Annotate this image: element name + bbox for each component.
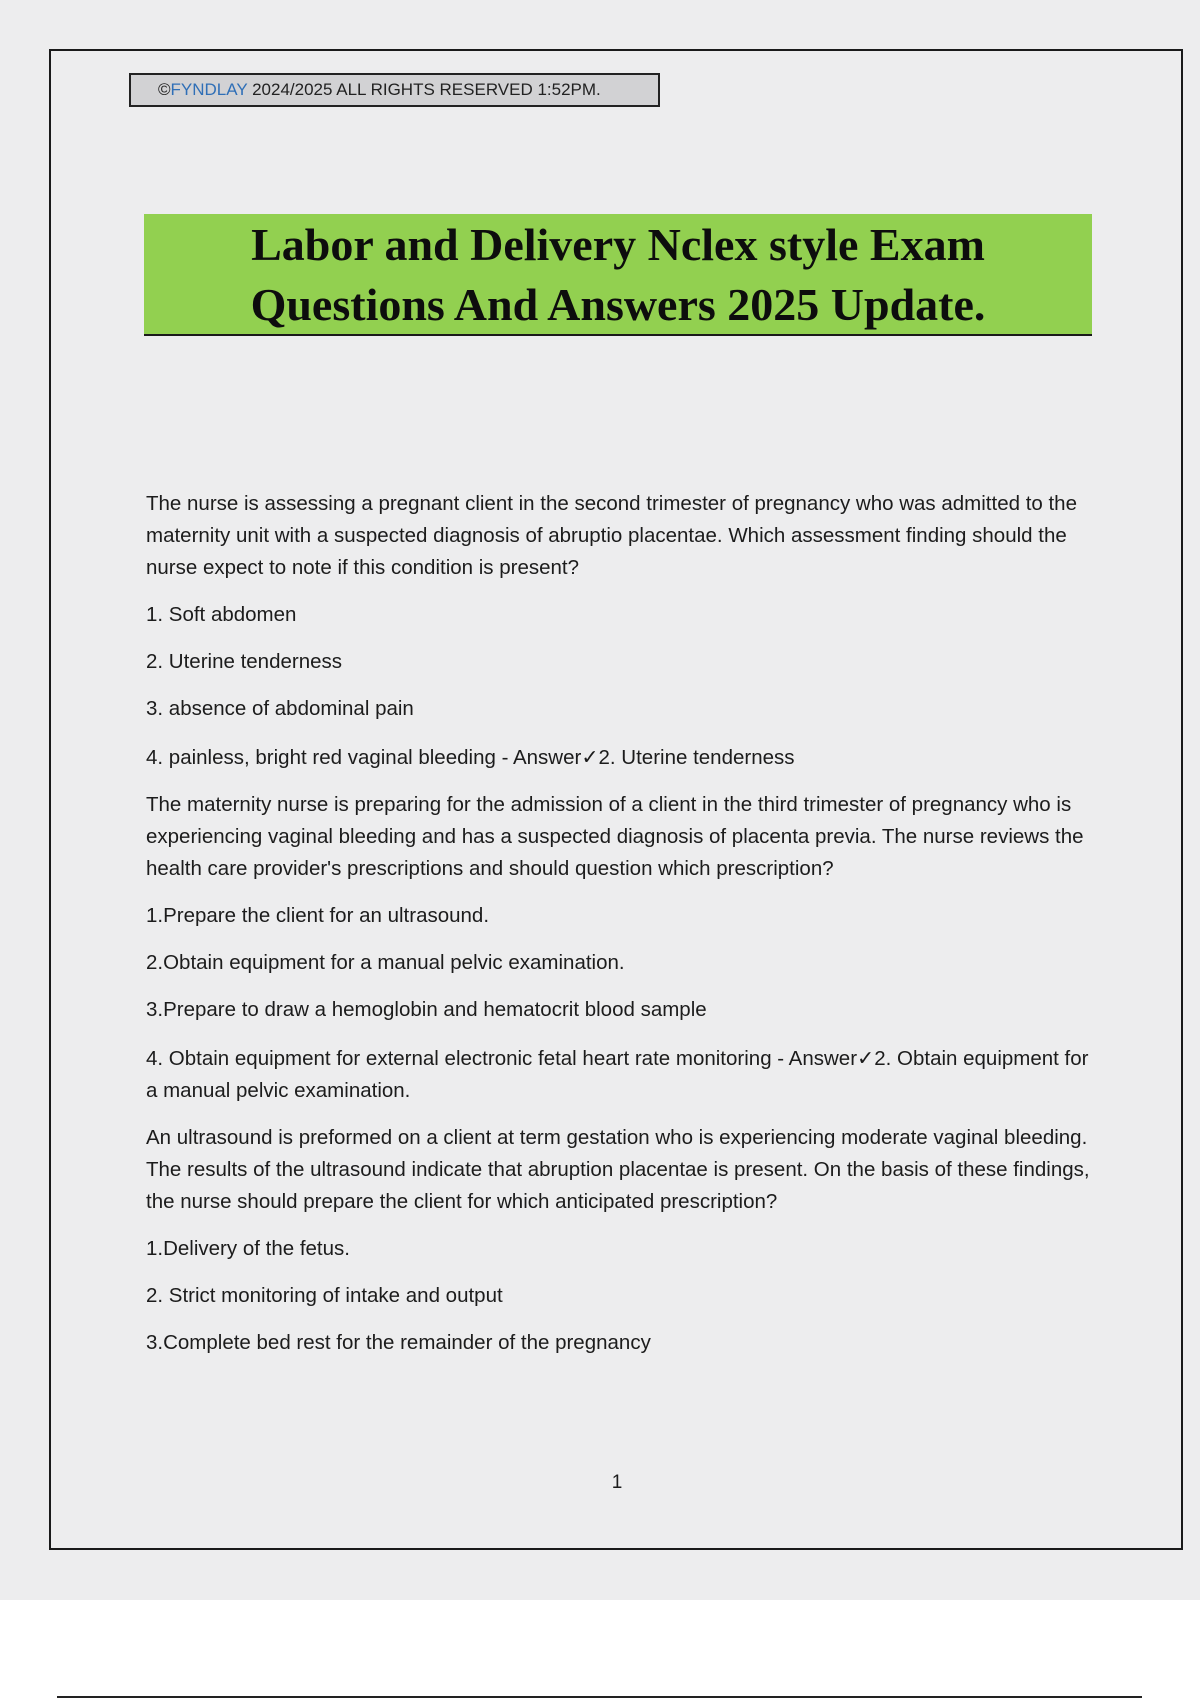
checkmark-icon: ✓: [857, 1047, 875, 1070]
question-1-option-1: 1. Soft abdomen: [146, 603, 297, 626]
question-2-answer-line: [146, 1043, 1096, 1107]
title-line-1: Labor and Delivery Nclex style Exam: [251, 219, 985, 270]
question-2-option-1: 1.Prepare the client for an ultrasound.: [146, 904, 490, 927]
title-line-2: Questions And Answers 2025 Update.: [250, 279, 986, 330]
question-2-option-2: 2.Obtain equipment for a manual pelvic examination.: [146, 951, 625, 974]
checkmark-icon: ✓: [581, 746, 599, 769]
question-1-answer: 2. Uterine tenderness: [598, 746, 795, 769]
question-1-option-4: 4. painless, bright red vaginal bleeding - Answer: [146, 746, 582, 769]
document-title: [144, 214, 1092, 336]
question-3-option-1: 1.Delivery of the fetus.: [146, 1237, 350, 1260]
page-number: 1: [611, 1472, 623, 1493]
question-3-option-2: 2. Strict monitoring of intake and output: [146, 1284, 503, 1307]
question-3-option-3: 3.Complete bed rest for the remainder of the pregnancy: [146, 1331, 651, 1354]
question-1-option-2: 2. Uterine tenderness: [146, 650, 343, 673]
question-2-option-3: 3.Prepare to draw a hemoglobin and hematocrit blood sample: [146, 998, 707, 1021]
copyright-symbol: ©: [158, 80, 171, 99]
bottom-divider: [57, 1696, 1142, 1698]
question-2-stem: The maternity nurse is preparing for the admission of a client in the third trimester of pregnancy who is experiencing vaginal bleeding and has a suspected diagnosis of placenta previa. The nurse reviews the health care provider's prescriptions and should question which prescription?: [146, 793, 1084, 880]
question-2-answer: 2. Obtain equipment for a manual pelvic examination.: [146, 1047, 1089, 1102]
question-2-option-4: 4. Obtain equipment for external electronic fetal heart rate monitoring - Answer: [146, 1047, 858, 1070]
copyright-header: [129, 73, 660, 107]
question-1-stem: The nurse is assessing a pregnant client in the second trimester of pregnancy who was admitted to the maternity unit with a suspected diagnosis of abruptio placentae. Which assessment finding should the nurse expect to note if this condition is present?: [146, 492, 1077, 579]
copyright-text: 2024/2025 ALL RIGHTS RESERVED 1:52PM.: [247, 80, 601, 99]
question-1-answer-line: [146, 742, 1096, 774]
question-1-option-3: 3. absence of abdominal pain: [146, 697, 414, 720]
question-content: [146, 488, 1096, 1374]
question-3-stem: An ultrasound is preformed on a client at term gestation who is experiencing moderate vaginal bleeding. The results of the ultrasound indicate that abruption placentae is present. On the basis of these findings, the nurse should prepare the client for which anticipated prescription?: [146, 1126, 1090, 1213]
brand-name: FYNDLAY: [170, 80, 248, 99]
